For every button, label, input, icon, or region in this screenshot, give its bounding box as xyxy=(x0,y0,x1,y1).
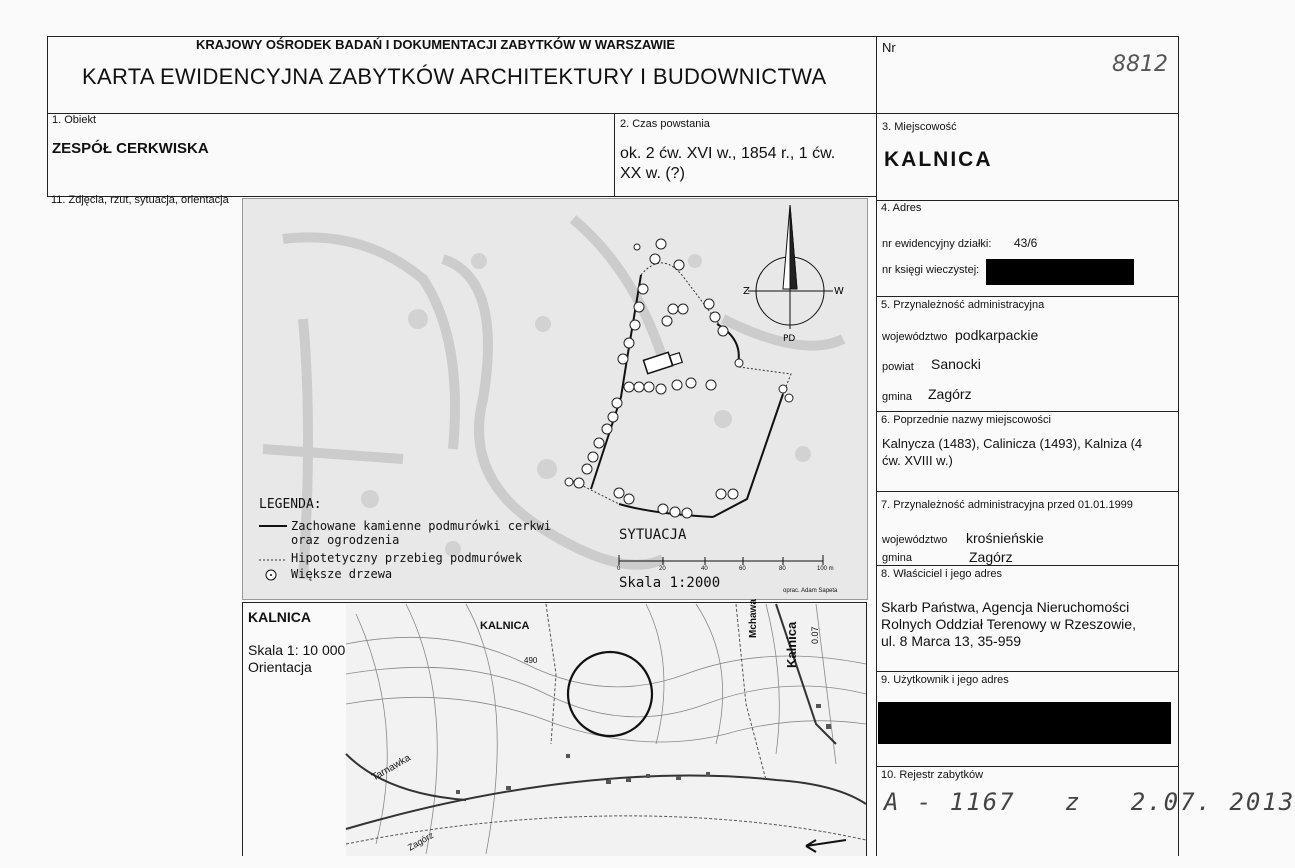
gmina-value: Zagórz xyxy=(928,386,972,402)
rejestr-value: A - 1167 z 2.07. 2013 xyxy=(884,788,1295,816)
zdjecia-label: 11. Zdjęcia, rzut, sytuacja, orientacja xyxy=(51,194,229,206)
ksiega-label: nr księgi wieczystej: xyxy=(882,264,980,276)
plan-scale-label: Skala 1:2000 xyxy=(619,575,721,591)
orientation-label: Orientacja xyxy=(248,659,312,675)
nr-label: Nr xyxy=(882,40,896,55)
rejestr-label: 10. Rejestr zabytków xyxy=(881,769,984,781)
dzialka-value: 43/6 xyxy=(1014,236,1038,250)
map-label-mchawa: Mchawa xyxy=(748,599,759,638)
uzytkownik-label: 9. Użytkownik i jego adres xyxy=(881,674,1009,686)
map-label-zagorz: Zagórz xyxy=(406,829,436,853)
wlasciciel-line-1: Skarb Państwa, Agencja Nieruchomości xyxy=(881,599,1130,615)
poprzednie-line-2: ćw. XVIII w.) xyxy=(882,453,953,468)
orientation-title: KALNICA xyxy=(248,609,311,625)
wlasciciel-label: 8. Właściciel i jego adres xyxy=(881,568,1003,580)
institution-name: KRAJOWY OŚRODEK BADAŃ I DOKUMENTACJI ZABYTKÓW W WARSZAWIE xyxy=(196,37,676,52)
miejscowosc-value: KALNICA xyxy=(884,148,993,171)
przynaleznosc-label: 5. Przynależność administracyjna xyxy=(881,299,1045,311)
legend-title: LEGENDA: xyxy=(259,497,322,512)
scale-tick-20: 20 xyxy=(659,566,666,572)
gmina-label: gmina xyxy=(882,391,912,403)
przed1999-gmina-label: gmina xyxy=(882,552,912,564)
czas-value-1: ok. 2 ćw. XVI w., 1854 r., 1 ćw. xyxy=(620,145,836,162)
wlasciciel-line-3: ul. 8 Marca 13, 35-959 xyxy=(881,633,1022,649)
scale-tick-0: 0 xyxy=(617,566,621,572)
przed1999-gmina-value: Zagórz xyxy=(969,549,1013,565)
legend-item-walls-2: oraz ogrodzenia xyxy=(291,533,400,547)
scale-tick-100: 100 m xyxy=(817,566,834,572)
powiat-value: Sanocki xyxy=(931,356,981,372)
scale-tick-40: 40 xyxy=(701,566,708,572)
legend-item-trees: Większe drzewa xyxy=(291,567,393,581)
scale-tick-60: 60 xyxy=(739,566,746,572)
map-label-tarnawka: Tarnawka xyxy=(370,752,413,784)
compass-z-label: Z xyxy=(743,286,750,297)
orientation-scale: Skala 1: 10 000 xyxy=(248,642,346,658)
poprzednie-line-1: Kalnycza (1483), Calinicza (1493), Kalniza (4 xyxy=(882,436,1143,451)
compass-w-label: W xyxy=(834,286,844,297)
adres-label: 4. Adres xyxy=(881,202,922,214)
plan-author: oprac. Adam Sapeta xyxy=(783,588,838,594)
site-plan-map xyxy=(242,198,868,600)
compass-pd-label: PD xyxy=(783,334,796,344)
miejscowosc-label: 3. Miejscowość xyxy=(882,121,957,133)
powiat-label: powiat xyxy=(882,361,914,373)
map-label-490: 490 xyxy=(524,656,538,665)
przed1999-woj-label: województwo xyxy=(882,534,948,546)
przed1999-woj-value: krośnieńskie xyxy=(966,530,1044,546)
poprzednie-label: 6. Poprzednie nazwy miejscowości xyxy=(881,414,1051,426)
uzytkownik-redaction xyxy=(878,702,1171,744)
wlasciciel-line-2: Rolnych Oddział Terenowy w Rzeszowie, xyxy=(881,616,1136,632)
dzialka-label: nr ewidencyjny działki: xyxy=(882,238,992,250)
legend-item-hypothetical: Hipotetyczny przebieg podmurówek xyxy=(291,551,523,565)
card-title: KARTA EWIDENCYJNA ZABYTKÓW ARCHITEKTURY I BUDOWNICTWA xyxy=(82,64,827,89)
map-label-kalnica: KALNICA xyxy=(480,620,530,632)
przed1999-label: 7. Przynależność administracyjna przed 01.01.1999 xyxy=(881,499,1133,511)
woj-value: podkarpackie xyxy=(955,327,1039,343)
map-label-kalnica-river: Kalnica xyxy=(784,621,799,668)
czas-label: 2. Czas powstania xyxy=(620,118,710,130)
obiekt-label: 1. Obiekt xyxy=(52,114,97,126)
scale-tick-80: 80 xyxy=(779,566,786,572)
czas-value-2: XX w. (?) xyxy=(620,165,685,182)
nr-value: 8812 xyxy=(1112,52,1168,77)
woj-label: województwo xyxy=(882,331,948,343)
ksiega-redaction xyxy=(986,259,1134,285)
legend-item-walls: Zachowane kamienne podmurówki cerkwi xyxy=(291,519,552,533)
obiekt-value: ZESPÓŁ CERKWISKA xyxy=(52,140,209,157)
map-label-007: 0.07 xyxy=(810,626,820,644)
sytuacja-label: SYTUACJA xyxy=(619,527,687,543)
orientation-map xyxy=(346,599,866,856)
